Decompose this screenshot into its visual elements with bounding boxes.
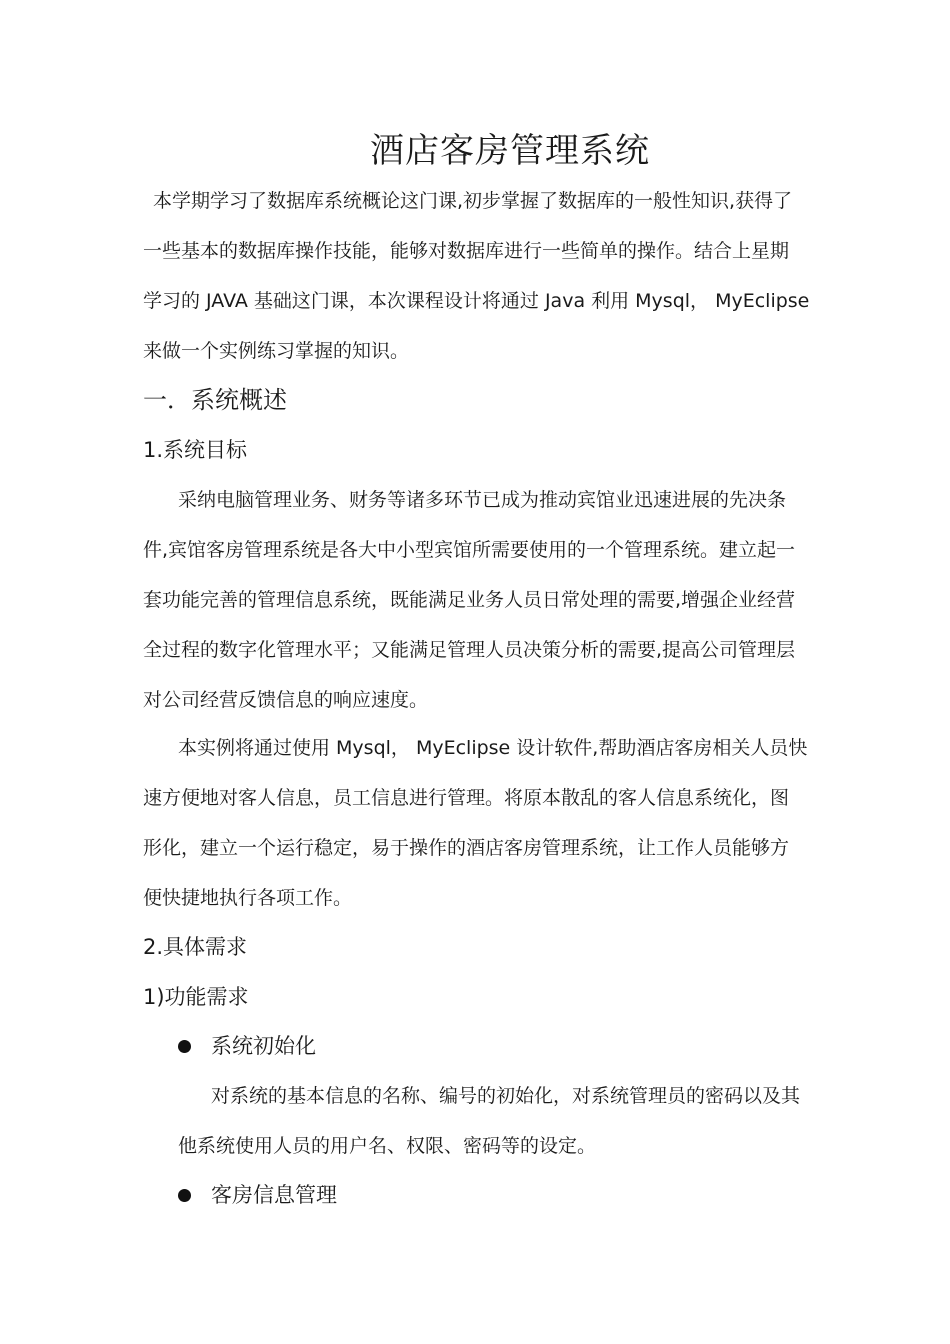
bullet-dot-icon [178,1040,191,1053]
intro-line: 学习的 JAVA 基础这门课，本次课程设计将通过 Java 利用 Mysql， MyEclipse [143,290,810,312]
bullet-item-room-info [178,1170,337,1220]
subsection-heading-functional: 1)功能需求 [143,985,249,1009]
bullet-label: 系统初始化 [211,1034,316,1058]
goal-line: 便快捷地执行各项工作。 [143,887,353,909]
goal-line: 采纳电脑管理业务、财务等诸多环节已成为推动宾馆业迅速进展的先决条 [178,489,787,511]
document-title: 酒店客房管理系统 [370,131,650,171]
init-line: 对系统的基本信息的名称、编号的初始化，对系统管理员的密码以及其 [211,1085,801,1107]
goal-paragraph-2 [143,723,808,923]
goal-line: 套功能完善的管理信息系统，既能满足业务人员日常处理的需要,增强企业经营 [143,589,796,611]
bullet-item-init [178,1021,316,1071]
goal-line: 本实例将通过使用 Mysql， MyEclipse 设计软件,帮助酒店客房相关人员快 [178,737,808,759]
goal-line: 对公司经营反馈信息的响应速度。 [143,689,429,711]
intro-paragraph [143,176,810,376]
subsection-heading-goal: 1.系统目标 [143,438,248,462]
bullet-label: 客房信息管理 [211,1183,337,1207]
intro-line: 本学期学习了数据库系统概论这门课,初步掌握了数据库的一般性知识,获得了 [153,190,793,212]
goal-paragraph-1 [143,475,803,725]
intro-line: 来做一个实例练习掌握的知识。 [143,340,410,362]
bullet-dot-icon [178,1189,191,1202]
subsection-heading-requirements: 2.具体需求 [143,935,248,959]
init-line: 他系统使用人员的用户名、权限、密码等的设定。 [178,1135,597,1157]
goal-line: 速方便地对客人信息，员工信息进行管理。将原本散乱的客人信息系统化，图 [143,787,790,809]
intro-line: 一些基本的数据库操作技能，能够对数据库进行一些简单的操作。结合上星期 [143,240,790,262]
goal-line: 全过程的数字化管理水平；又能满足管理人员决策分析的需要,提高公司管理层 [143,639,796,661]
goal-line: 形化，建立一个运行稳定，易于操作的酒店客房管理系统，让工作人员能够方 [143,837,790,859]
init-paragraph [178,1071,808,1171]
goal-line: 件,宾馆客房管理系统是各大中小型宾馆所需要使用的一个管理系统。建立起一 [143,539,796,561]
section-heading-overview: 一．系统概述 [143,386,287,414]
